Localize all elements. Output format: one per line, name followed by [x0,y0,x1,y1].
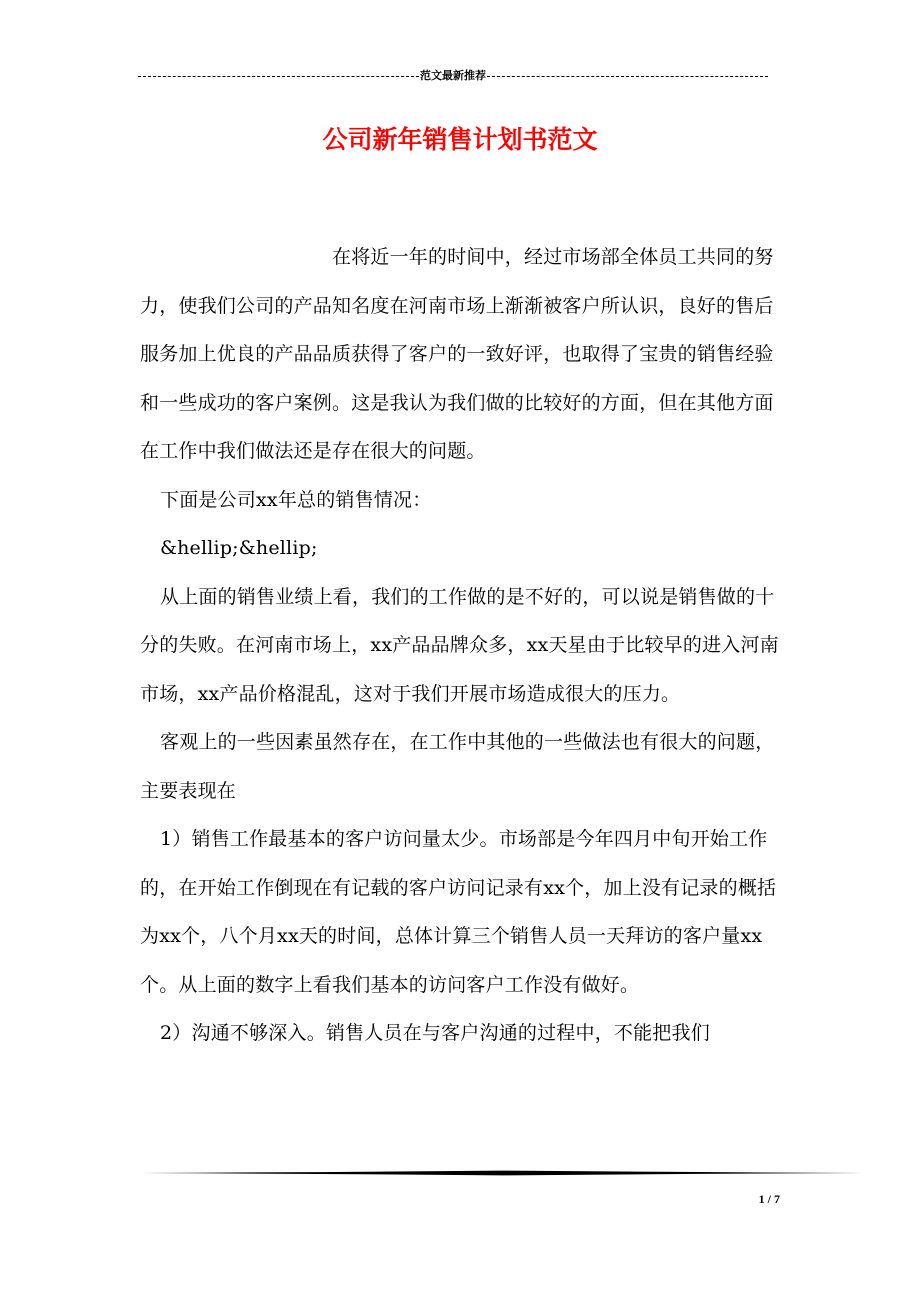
paragraph-performance: 从上面的销售业绩上看，我们的工作做的是不好的，可以说是销售做的十分的失败。在河南市场上，xx产品品牌众多，xx天星由于比较早的进入河南市场，xx产品价格混乱，这对于我们开展市场造成很大的压力。 [140,585,779,705]
footer-rule [140,1170,864,1176]
paragraph-problems-intro: 客观上的一些因素虽然存在，在工作中其他的一些做法也有很大的问题，主要表现在 [140,731,775,802]
document-title: 公司新年销售计划书范文 [322,125,598,154]
header-dash-right [487,76,768,77]
paragraph-intro: 在将近一年的时间中，经过市场部全体员工共同的努力，使我们公司的产品知名度在河南市场上渐渐被客户所认识，良好的售后服务加上优良的产品品质获得了客户的一致好评，也取得了宝贵的销售经验和一些成功的客户案例。这是我认为我们做的比较好的方面，但在其他方面在工作中我们做法还是存在很大的问题。 [140,246,774,462]
paragraph-point-1: 1）销售工作最基本的客户访问量太少。市场部是今年四月中旬开始工作的，在开始工作倒现在有记载的客户访问记录有xx个，加上没有记录的概括为xx个，八个月xx天的时间，总体计算三个销售人员一天拜访的客户量xx个。从上面的数字上看我们基本的访问客户工作没有做好。 [140,828,777,996]
header-banner [138,68,768,84]
page-number: 1 / 7 [758,1192,780,1206]
header-label: 范文最新推荐 [420,69,486,82]
paragraph-ellipsis: &hellip;&hellip; [160,537,318,559]
paragraph-sales-summary: 下面是公司xx年总的销售情况： [160,488,432,511]
paragraph-point-2: 2）沟通不够深入。销售人员在与客户沟通的过程中，不能把我们 [160,1022,710,1044]
document-body [140,233,785,1058]
header-dash-left [138,76,419,77]
